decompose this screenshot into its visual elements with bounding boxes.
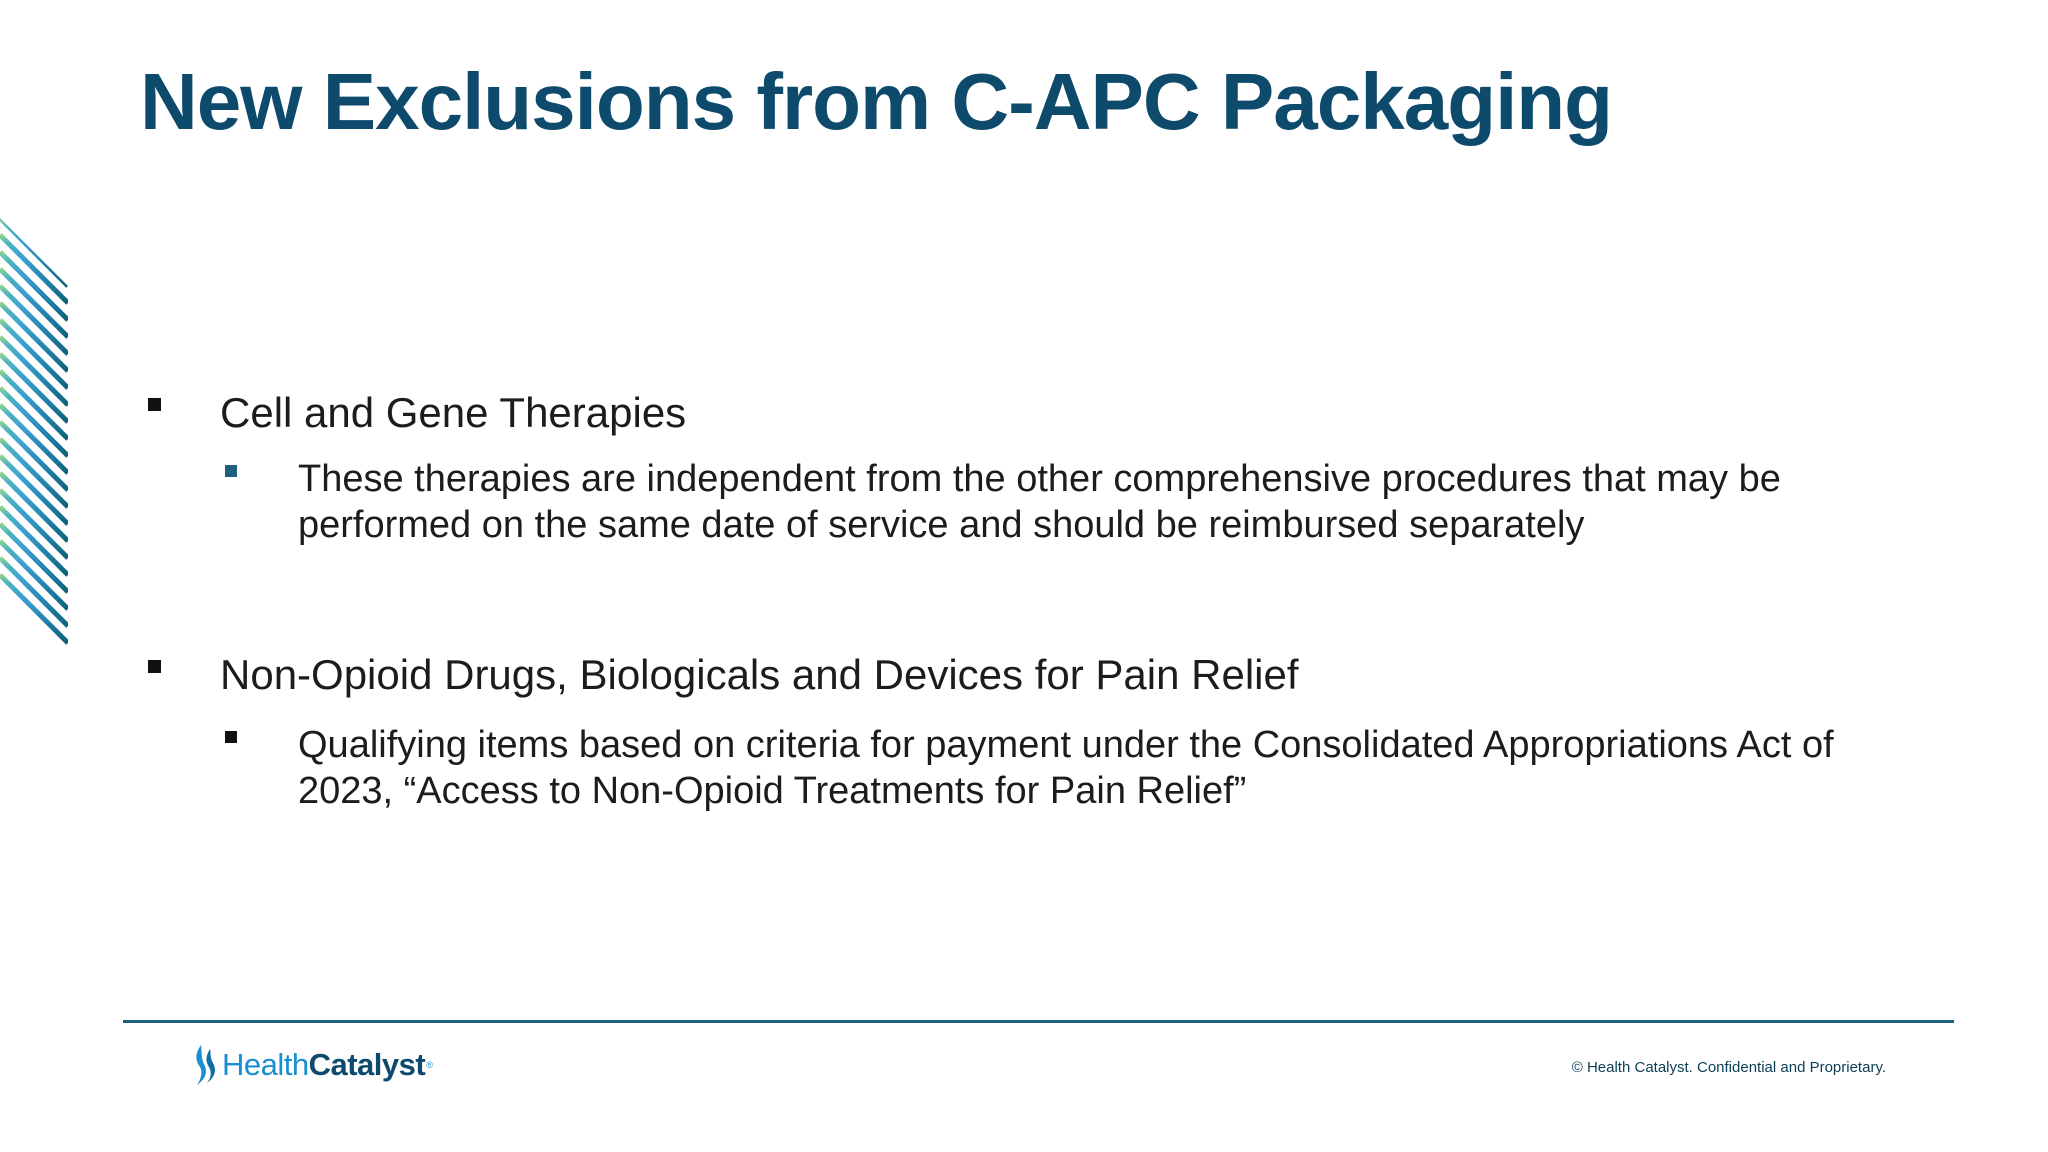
footer-divider (123, 1020, 1954, 1023)
square-bullet-icon (225, 731, 237, 743)
flame-logo-icon (192, 1043, 218, 1087)
bullet-detail-non-opioid: Qualifying items based on criteria for payment under the Consolidated Appropriations Act of 2023, “Access to Non-Opioid Treatments for Pain Relief” (298, 724, 1834, 812)
square-bullet-icon (225, 465, 237, 477)
bullet-heading-non-opioid: Non-Opioid Drugs, Biologicals and Devices for Pain Relief (220, 651, 1299, 698)
logo-registered-mark: ® (426, 1060, 433, 1070)
bullet-heading-cell-gene: Cell and Gene Therapies (220, 389, 687, 436)
diagonal-stripes-icon (0, 218, 68, 654)
logo-health-text: Health (222, 1047, 309, 1082)
logo-catalyst-text: Catalyst (308, 1047, 426, 1082)
logo-wordmark (222, 1043, 432, 1087)
bullet-detail-cell-gene: These therapies are independent from the other comprehensive procedures that may be performed on the same date of service and should be reimbursed separately (298, 458, 1781, 546)
square-bullet-icon (148, 398, 161, 411)
health-catalyst-logo (192, 1042, 432, 1088)
copyright-notice: © Health Catalyst. Confidential and Proprietary. (1571, 1059, 1886, 1076)
square-bullet-icon (148, 660, 161, 673)
slide-title: New Exclusions from C-APC Packaging (140, 57, 1613, 146)
